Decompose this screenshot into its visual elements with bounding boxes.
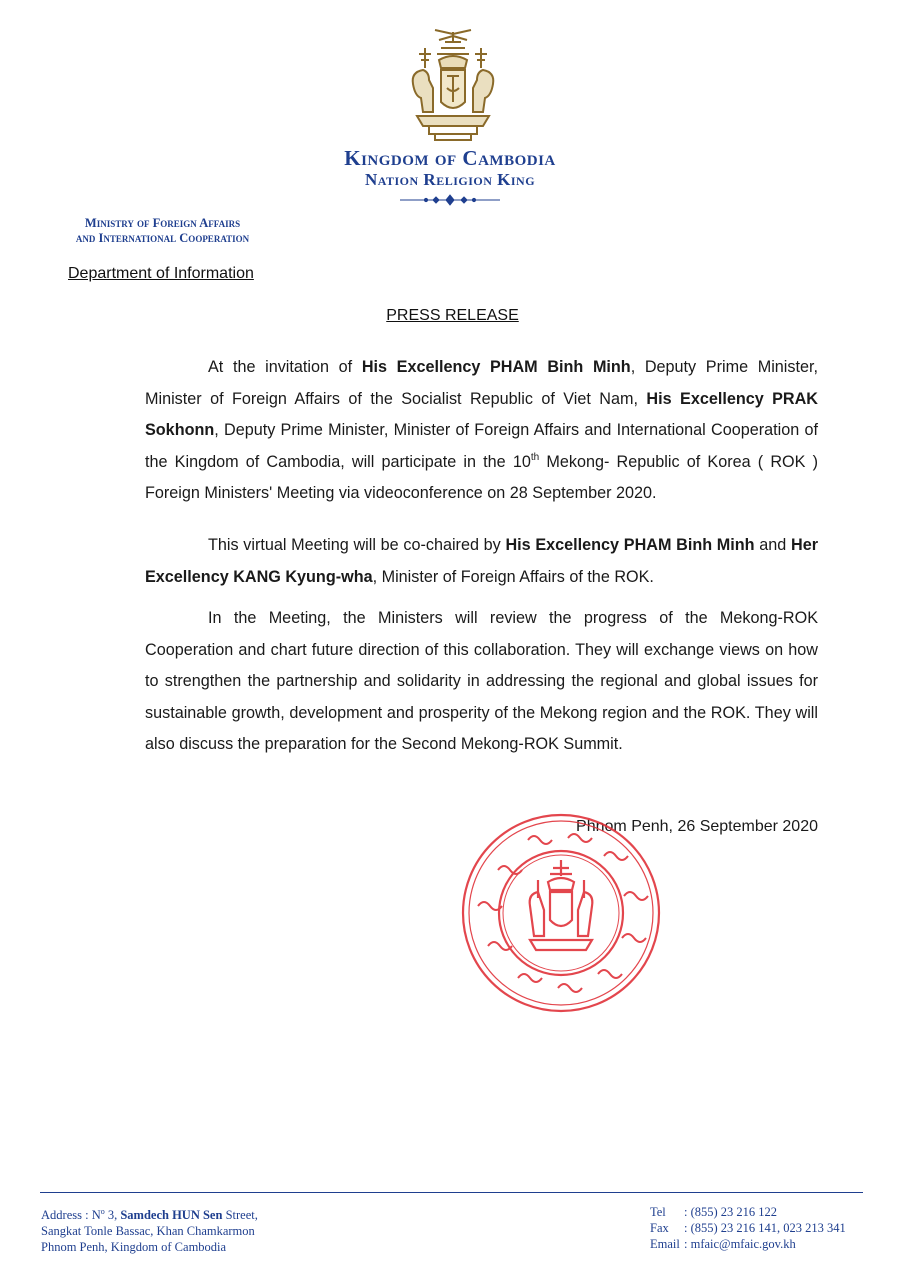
address-line-2: Sangkat Tonle Bassac, Khan Chamkarmon xyxy=(41,1224,255,1239)
place-and-date: Phnom Penh, 26 September 2020 xyxy=(576,818,818,835)
official-red-seal-icon xyxy=(458,810,664,1016)
kingdom-motto: Nation Religion King xyxy=(364,170,536,189)
name-pham-binh-minh: His Excellency PHAM Binh Minh xyxy=(505,536,755,554)
ministry-name-line2: and International Cooperation xyxy=(75,231,250,245)
footer-divider xyxy=(40,1192,863,1193)
ministry-name-line1: Ministry of Foreign Affairs xyxy=(84,216,241,230)
footer-address xyxy=(41,1204,258,1255)
document-title: PRESS RELEASE xyxy=(386,307,519,324)
paragraph-2: This virtual Meeting will be co-chaired by His Excellency PHAM Binh Minh and Her Excellency KANG Kyung-wha, Minister of Foreign Affairs of the ROK. xyxy=(145,536,818,586)
ornament-divider-icon xyxy=(398,194,502,206)
address-line-3: Phnom Penh, Kingdom of Cambodia xyxy=(41,1240,227,1255)
department-name: Department of Information xyxy=(68,265,254,282)
paragraph-1: At the invitation of His Excellency PHAM Binh Minh, Deputy Prime Minister, Minister of Foreign Affairs of the Socialist Republic of Viet Nam, His Excellency PRAK Sokhonn, Deputy Prime Minister, Minister of Foreign Affairs and International Cooperation of the Kingdom of Cambodia, will participate in the 10th Mekong- Republic of Korea ( ROK ) Foreign Ministers' Meeting via videoconference on 28 September 2020. xyxy=(145,358,818,502)
fax-line: Fax : (855) 23 216 141, 023 213 341 xyxy=(650,1221,846,1235)
kingdom-title: Kingdom of Cambodia xyxy=(344,146,556,170)
name-prak-sokhonn: His Excellency PRAK Sokhonn xyxy=(145,389,818,439)
email-line: Email : mfaic@mfaic.gov.kh xyxy=(650,1237,796,1251)
address-line-1: Address : $N^o$ 3, Samdech HUN Sen Street, xyxy=(41,1207,258,1223)
footer-contact xyxy=(650,1204,846,1252)
royal-coat-of-arms-icon xyxy=(395,28,511,144)
tel-line: Tel : (855) 23 216 122 xyxy=(650,1205,778,1219)
paragraph-3: In the Meeting, the Ministers will review the progress of the Mekong-ROK Cooperation and chart future direction of this collaboration. They will exchange views on how to strengthen the partnership and solidarity in addressing the regional and global issues for sustainable growth, development and prosperity of the Mekong region and the ROK. They will also discuss the preparation for the Second Mekong-ROK Summit. xyxy=(145,609,818,753)
name-pham-binh-minh: His Excellency PHAM Binh Minh xyxy=(361,358,631,376)
name-kang-kyung-wha: Her Excellency KANG Kyung-wha xyxy=(145,536,818,586)
